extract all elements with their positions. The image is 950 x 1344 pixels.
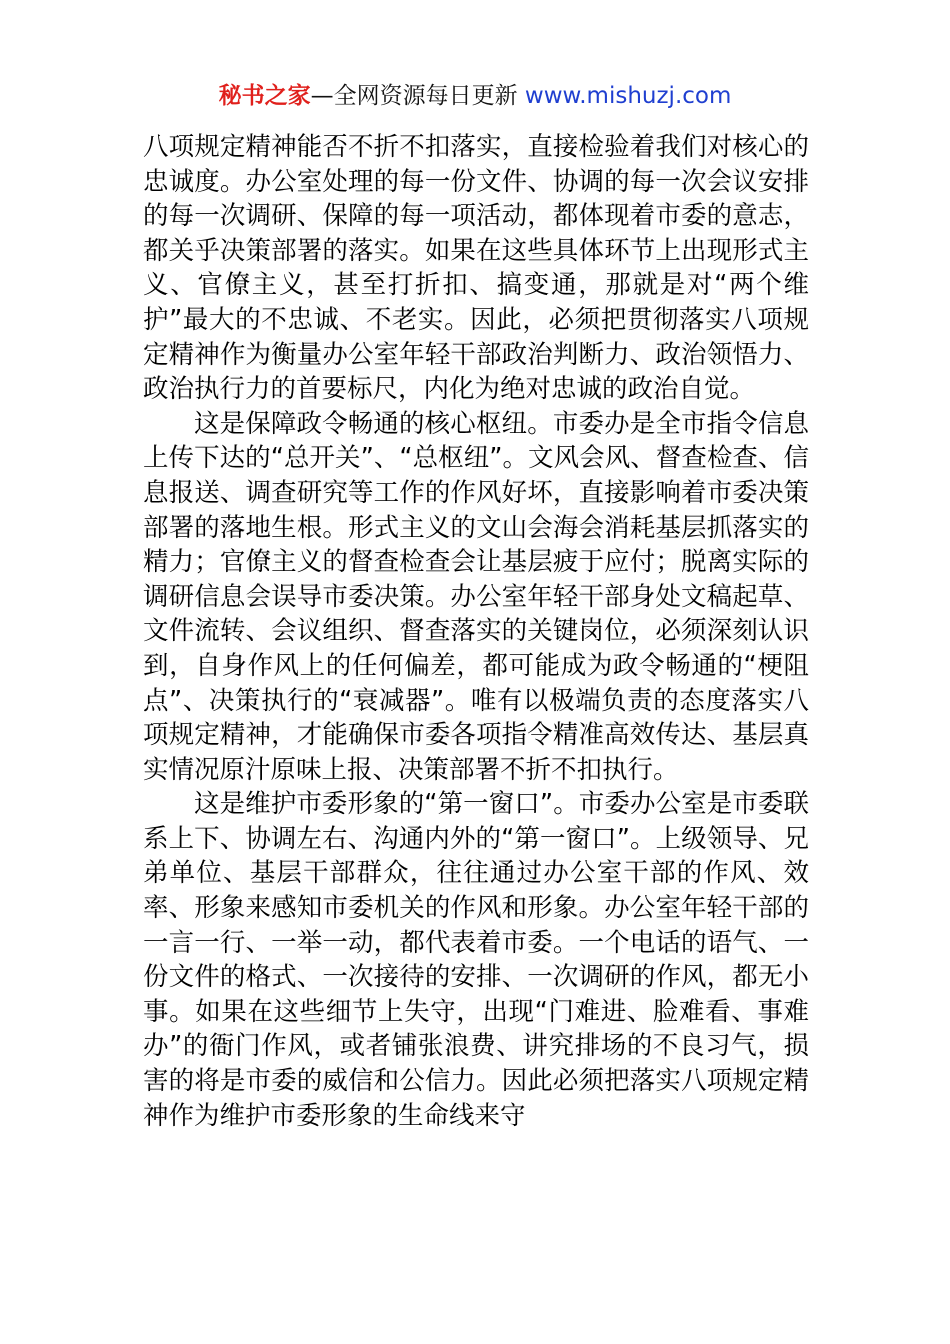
paragraph-1: 八项规定精神能否不折不扣落实，直接检验着我们对核心的忠诚度。办公室处理的每一份文件、协调的每一次会议安排的每一次调研、保障的每一项活动，都体现着市委的意志，都关乎决策部署的落实。如果在这些具体环节上出现形式主义、官僚主义，甚至打折扣、搞变通，那就是对“两个维护”最大的不忠诚、不老实。因此，必须把贯彻落实八项规定精神作为衡量办公室年轻干部政治判断力、政治领悟力、政治执行力的首要标尺，内化为绝对忠诚的政治自觉。 — [143, 132, 809, 405]
paragraph-3: 这是维护市委形象的“第一窗口”。市委办公室是市委联系上下、协调左右、沟通内外的“第一窗口”。上级领导、兄弟单位、基层干部群众，往往通过办公室干部的作风、效率、形象来感知市委机关的作风和形象。办公室年轻干部的一言一行、一举一动，都代表着市委。一个电话的语气、一份文件的格式、一次接待的安排、一次调研的作风，都无小事。如果在这些细节上失守，出现“门难进、脸难看、事难办”的衙门作风，或者铺张浪费、讲究排场的不良习气，损害的将是市委的威信和公信力。因此必须把落实八项规定精神作为维护市委形象的生命线来守 — [143, 789, 809, 1131]
document-body — [143, 130, 809, 1133]
paragraph-2: 这是保障政令畅通的核心枢纽。市委办是全市指令信息上传下达的“总开关”、“总枢纽”。文风会风、督查检查、信息报送、调查研究等工作的作风好坏，直接影响着市委决策部署的落地生根。形式主义的文山会海会消耗基层抓落实的精力；官僚主义的督查检查会让基层疲于应付；脱离实际的调研信息会误导市委决策。办公室年轻干部身处文稿起草、文件流转、会议组织、督查落实的关键岗位，必须深刻认识到，自身作风上的任何偏差，都可能成为政令畅通的“梗阻点”、决策执行的“衰减器”。唯有以极端负责的态度落实八项规定精神，才能确保市委各项指令精准高效传达、基层真实情况原汁原味上报、决策部署不折不扣执行。 — [143, 408, 809, 785]
brand-name: 秘书之家 — [218, 83, 311, 109]
page-header — [0, 80, 950, 112]
website-url: www.mishuzj.com — [524, 83, 732, 109]
header-tagline: —全网资源每日更新 — [310, 83, 525, 109]
